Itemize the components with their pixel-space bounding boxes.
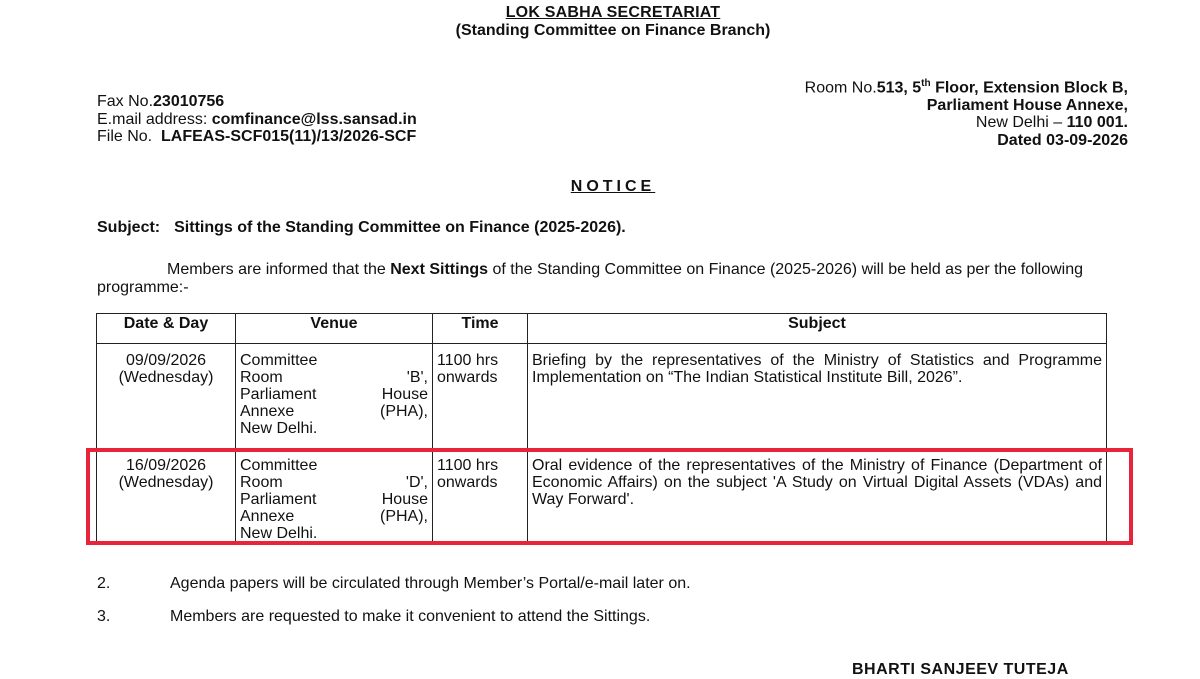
secretariat-title: LOK SABHA SECRETARIAT [505,4,721,21]
venue-text: House [381,491,428,508]
row-date [97,449,236,544]
fax-number: 23010756 [153,93,225,110]
venue-text: (PHA), [380,403,428,420]
paragraph-text: Members are requested to make it convenient to attend the Sittings. [170,608,651,625]
paragraph-2 [97,575,691,593]
subject-text: Sittings of the Standing Committee on Finance (2025-2026). [174,219,626,236]
header-date: Date & Day [97,314,236,344]
branch-subtitle: (Standing Committee on Finance Branch) [455,22,771,39]
row-date [97,344,236,449]
row-time [433,449,528,544]
table-header-row [97,314,1107,344]
time-value: 1100 hrs [437,457,499,474]
notice-heading: NOTICE [570,178,656,195]
city-line [805,114,1128,132]
email-line [97,111,417,129]
venue-text: 'D', [405,474,428,491]
office-address [805,75,1128,149]
paragraph-number: 3. [97,608,111,625]
venue-text: Room [240,474,283,491]
file-number: LAFEAS-SCF015(11)/13/2026-SCF [161,128,417,145]
venue-text: Annexe [240,508,295,525]
subject-line [97,219,626,237]
intro-paragraph [97,261,1130,297]
row-venue [236,344,433,449]
venue-text: Parliament [240,386,317,403]
row-venue [236,449,433,544]
sittings-table [96,313,1107,544]
intro-part2: of the Standing Committee on Finance (2025-2026) will be held as per the following programme:- [97,261,1084,296]
email-label: E.mail address: [97,110,212,128]
venue-text: New Delhi. [240,525,318,542]
row-time [433,344,528,449]
intro-bold: Next Sittings [390,261,489,278]
floor-suffix: th [921,78,931,89]
venue-text: Parliament [240,491,317,508]
fax-label: Fax No. [97,93,154,110]
row-subject: Briefing by the representatives of the Ministry of Statistics and Programme Implementation on “The Indian Statistical Institute Bill, 2026”. [528,344,1107,449]
signatory-name: BHARTI SANJEEV TUTEJA [852,661,1069,678]
email-address[interactable]: comfinance@lss.sansad.in [211,110,417,128]
city-prefix: New Delhi – [975,114,1067,132]
paragraph-text: Agenda papers will be circulated through Member’s Portal/e-mail later on. [170,575,691,592]
venue-text: House [381,386,428,403]
row-subject: Oral evidence of the representatives of the Ministry of Finance (Department of Economic Affairs) on the subject 'A Study on Virtual Digital Assets (VDAs) and Way Forward'. [528,449,1107,544]
time-suffix: onwards [437,474,498,491]
time-value: 1100 hrs [437,352,499,369]
venue-text: 'B', [406,369,428,386]
header-subject: Subject [528,314,1107,344]
venue-text: Committee [240,352,318,369]
venue-text: Room [240,369,283,386]
day-value: (Wednesday) [118,474,214,491]
date-value: 16/09/2026 [125,457,207,474]
venue-text: New Delhi. [240,420,318,437]
dated-line: Dated 03-09-2026 [997,131,1128,149]
pin-code: 110 001. [1066,114,1128,132]
time-suffix: onwards [437,369,498,386]
table-row [97,449,1107,544]
room-line [805,75,1128,97]
file-label: File No. [97,128,162,145]
date-value: 09/09/2026 [125,352,207,369]
building-line: Parliament House Annexe, [926,96,1128,114]
contact-details [97,93,417,146]
header-venue: Venue [236,314,433,344]
paragraph-3 [97,608,650,626]
subject-label: Subject: [97,219,161,236]
venue-text: Committee [240,457,318,474]
room-prefix: Room No. [804,79,877,97]
venue-text: (PHA), [380,508,428,525]
file-line [97,128,417,146]
venue-text: Annexe [240,403,295,420]
room-number: 513, 5 [876,79,922,97]
intro-part1: Members are informed that the [167,261,391,278]
day-value: (Wednesday) [118,369,214,386]
paragraph-number: 2. [97,575,111,592]
room-rest: Floor, Extension Block B, [930,79,1128,97]
table-row [97,344,1107,449]
header-time: Time [433,314,528,344]
fax-line [97,93,417,111]
